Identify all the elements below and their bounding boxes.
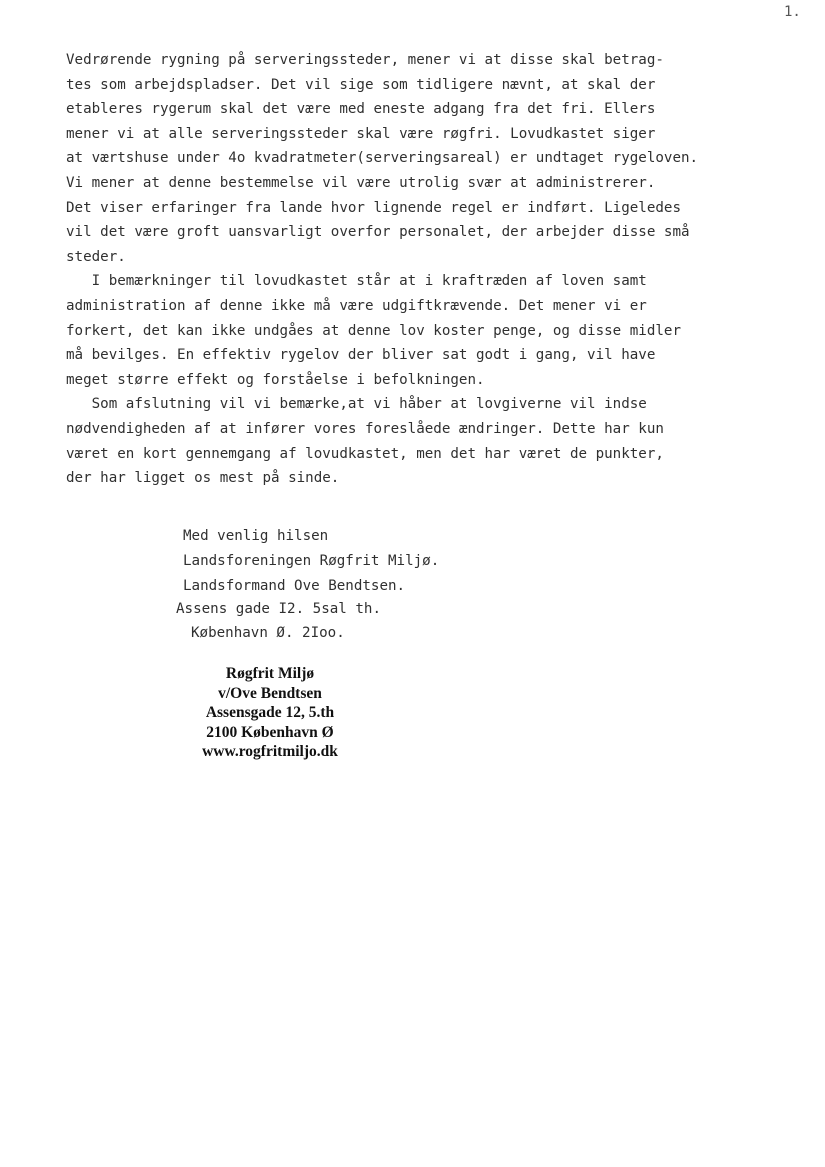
stamp-city: 2100 København Ø xyxy=(206,723,334,741)
closing-chairman: Landsformand Ove Bendtsen. xyxy=(183,578,406,594)
body-line: etableres rygerum skal det være med eneste adgang fra det fri. Ellers xyxy=(66,101,656,118)
body-line: der har ligget os mest på sinde. xyxy=(66,470,340,487)
body-line: forkert, det kan ikke undgåes at denne lov koster penge, og disse midler xyxy=(66,322,681,339)
body-line: mener vi at alle serveringssteder skal være røgfri. Lovudkastet siger xyxy=(66,125,656,142)
body-line: vil det være groft uansvarligt overfor personalet, der arbejder disse små xyxy=(66,224,690,241)
body-line: Vi mener at denne bestemmelse vil være utrolig svær at administrerer. xyxy=(66,174,656,191)
body-line: meget større effekt og forståelse i befolkningen. xyxy=(66,371,485,388)
closing-city: København Ø. 2Ioo. xyxy=(191,625,345,641)
body-line: steder. xyxy=(66,248,126,265)
letter-body xyxy=(66,48,698,491)
body-line: at værtshuse under 4o kvadratmeter(serveringsareal) er undtaget rygeloven. xyxy=(66,150,699,167)
closing-organization: Landsforeningen Røgfrit Miljø. xyxy=(183,553,440,569)
stamp-attention: v/Ove Bendtsen xyxy=(218,684,322,702)
stamp-name: Røgfrit Miljø xyxy=(225,665,315,682)
page-number: 1. xyxy=(784,4,801,20)
body-line: Som afslutning vil vi bemærke,at vi håber at lovgiverne vil indse xyxy=(66,396,647,413)
body-line: tes som arbejdspladser. Det vil sige som tidligere nævnt, at skal der xyxy=(66,76,656,93)
body-line: I bemærkninger til lovudkastet står at i kraftræden af loven samt xyxy=(66,273,647,290)
body-line: været en kort gennemgang af lovudkastet, men det har været de punkter, xyxy=(66,445,664,462)
closing-street: Assens gade I2. 5sal th. xyxy=(176,601,381,617)
body-line: administration af denne ikke må være udgiftkrævende. Det mener vi er xyxy=(66,297,647,314)
body-line: Det viser erfaringer fra lande hvor lignende regel er indført. Ligeledes xyxy=(66,199,681,216)
body-line: nødvendigheden af at infører vores foreslåede ændringer. Dette har kun xyxy=(66,420,664,437)
body-line: Vedrørende rygning på serveringssteder, mener vi at disse skal betrag- xyxy=(66,52,664,68)
address-stamp xyxy=(180,664,360,762)
body-line: må bevilges. En effektiv rygelov der bliver sat godt i gang, vil have xyxy=(66,347,656,364)
closing-greeting: Med venlig hilsen xyxy=(183,528,329,544)
stamp-website: www.rogfritmiljo.dk xyxy=(202,743,338,760)
stamp-street: Assensgade 12, 5.th xyxy=(205,704,335,721)
